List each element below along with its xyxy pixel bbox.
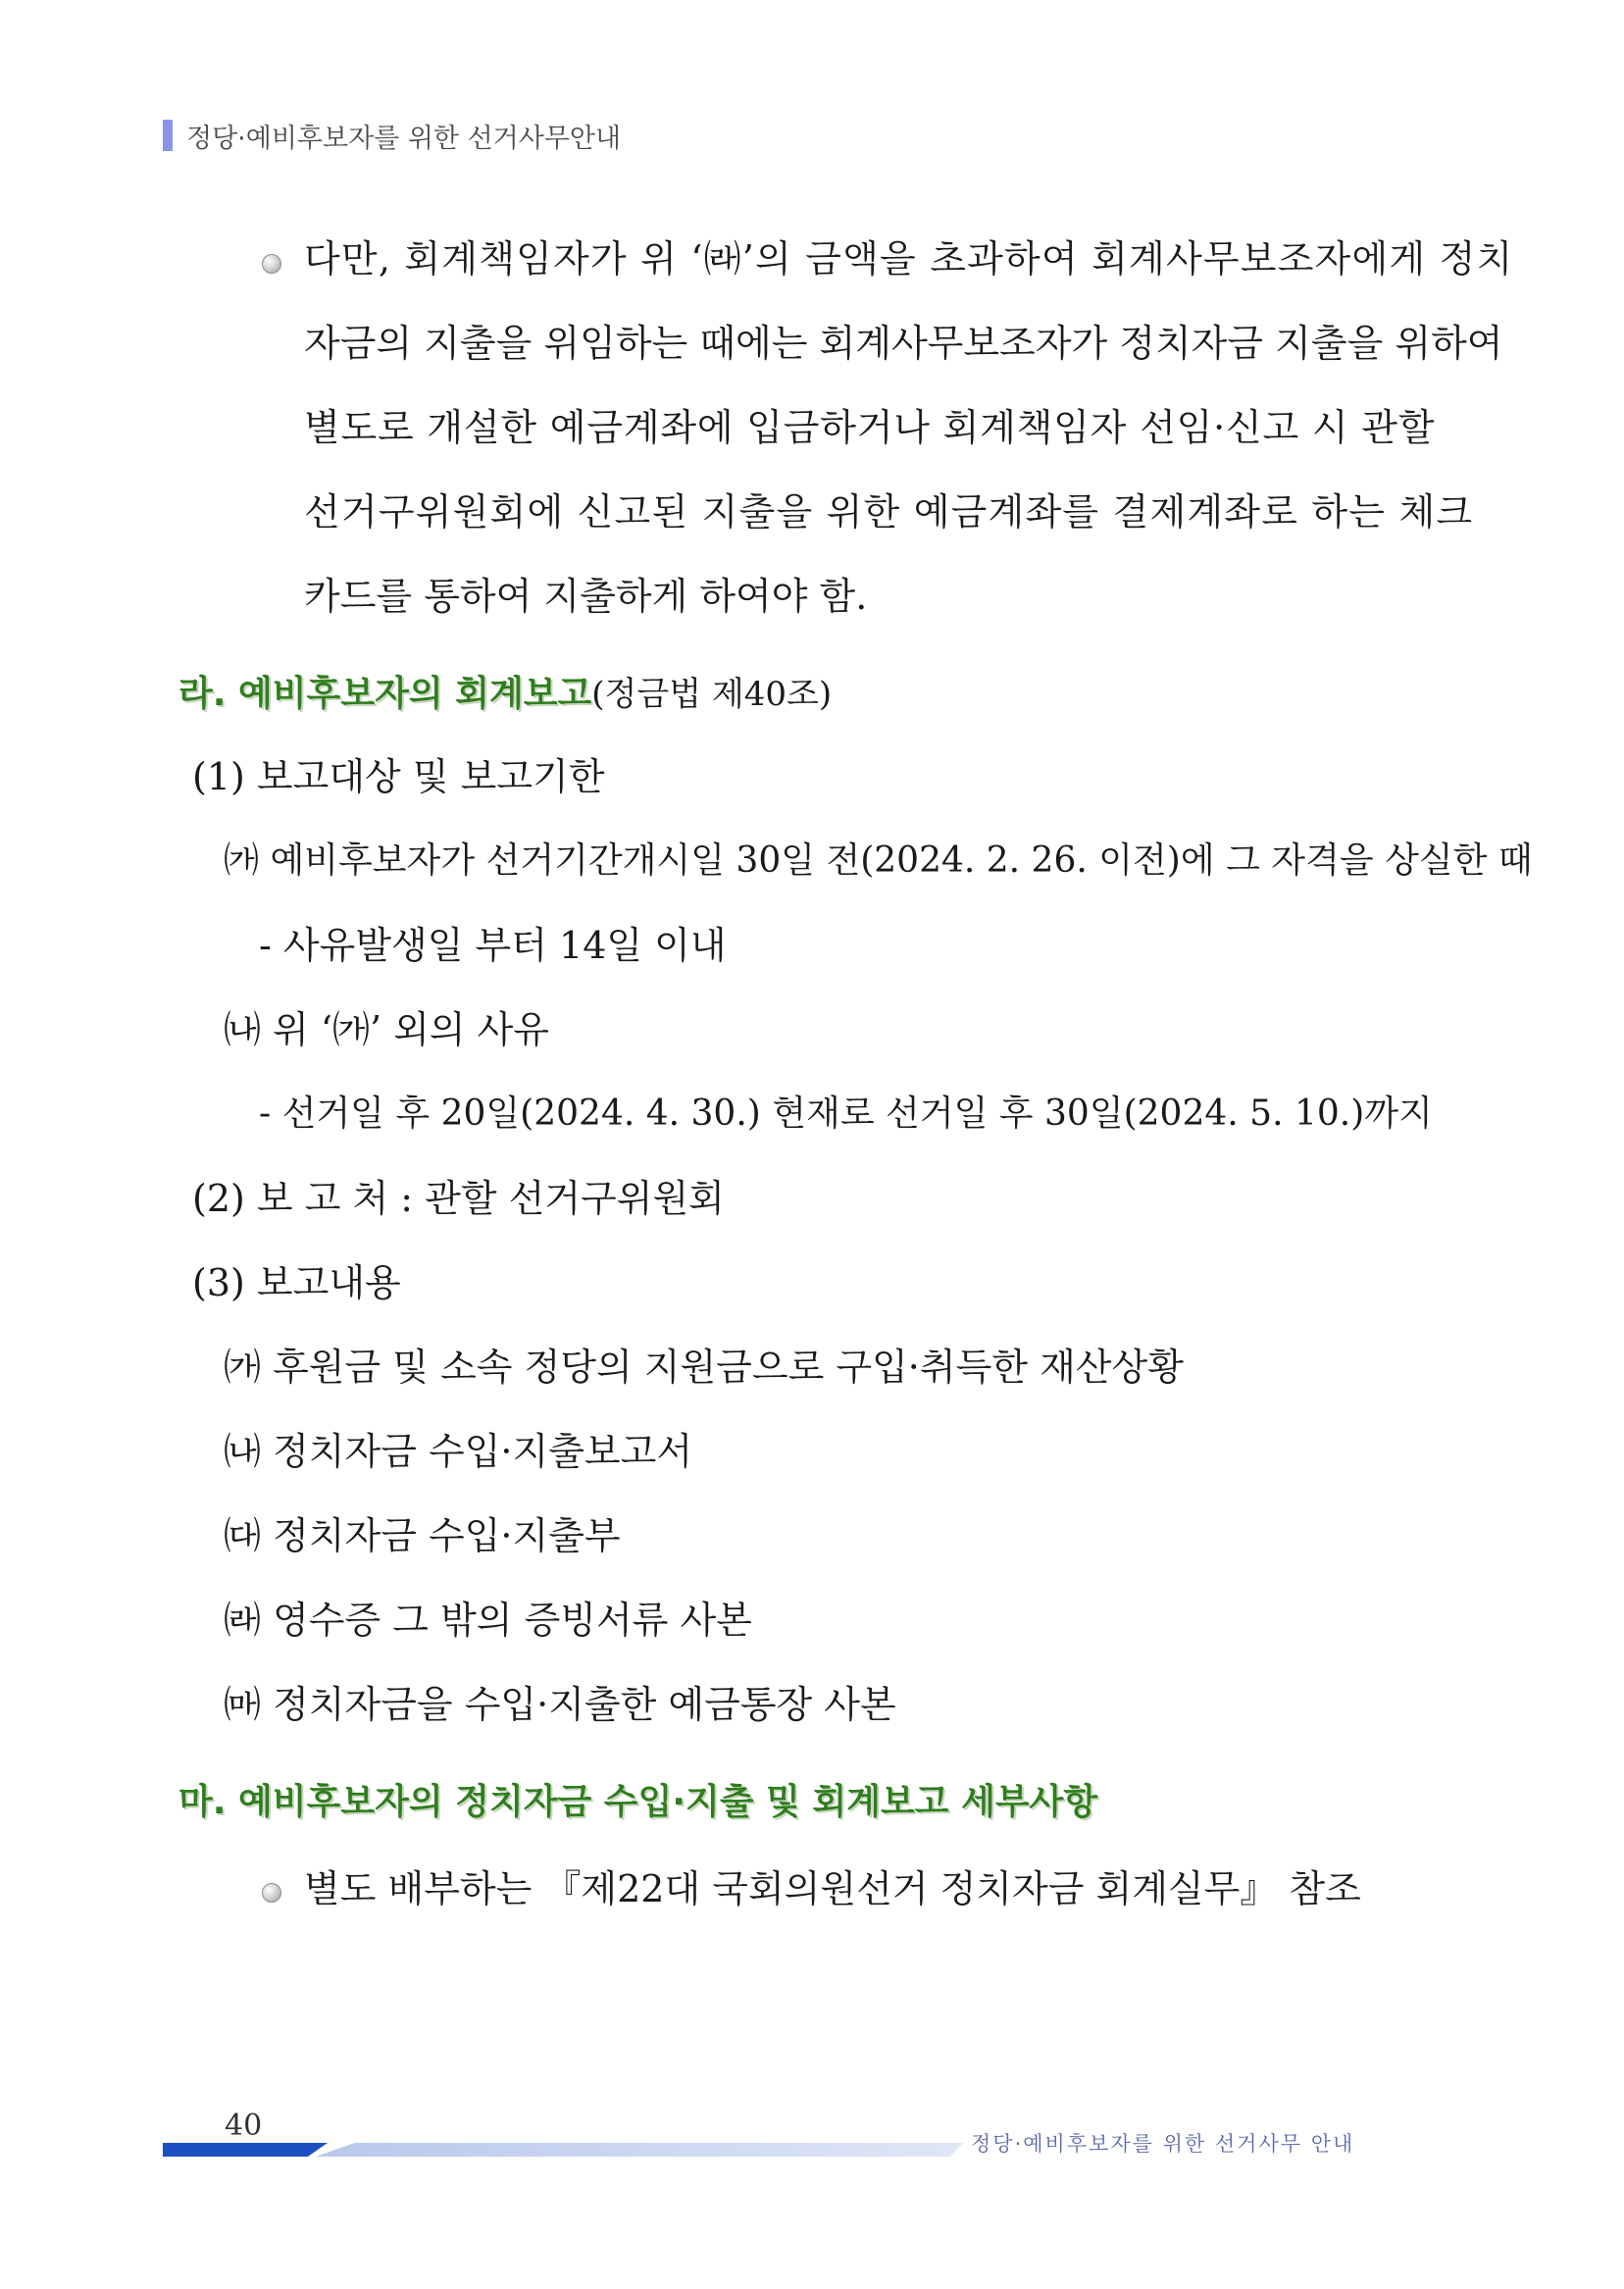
reference-note: 별도 배부하는 『제22대 국회의원선거 정치자금 회계실무』 참조 <box>304 1867 1361 1910</box>
section-heading-ra <box>178 673 832 716</box>
list-item: ㈐ 정치자금 수입·지출부 <box>224 1514 621 1557</box>
section-heading-ra-title: 라. 예비후보자의 회계보고 <box>178 674 592 714</box>
paragraph-line: 다만, 회계책임자가 위 ‘㈑’의 금액을 초과하여 회계사무보조자에게 정치 <box>304 237 1514 280</box>
section-heading-ma: 마. 예비후보자의 정치자금 수입·지출 및 회계보고 세부사항 <box>178 1782 1098 1822</box>
list-item: - 사유발생일 부터 14일 이내 <box>259 924 727 967</box>
list-item: ㈑ 영수증 그 밖의 증빙서류 사본 <box>224 1599 752 1642</box>
section-heading-ra-reference: (정금법 제40조) <box>591 675 833 714</box>
footer-title: 정당·예비후보자를 위한 선거사무 안내 <box>971 2132 1355 2156</box>
header-title: 정당·예비후보자를 위한 선거사무안내 <box>186 123 622 154</box>
list-item: ㈒ 정치자금을 수입·지출한 예금통장 사본 <box>224 1683 896 1726</box>
list-item: (3) 보고내용 <box>192 1261 401 1304</box>
paragraph-line: 별도로 개설한 예금계좌에 입금하거나 회계책임자 선임·신고 시 관할 <box>304 406 1436 449</box>
list-item: ㈎ 예비후보자가 선거기간개시일 30일 전(2024. 2. 26. 이전)에 그 자격을 상실한 때 <box>224 840 1533 881</box>
bullet-icon <box>262 254 281 274</box>
footer-accent-bar <box>163 2143 328 2157</box>
paragraph-line: 자금의 지출을 위임하는 때에는 회계사무보조자가 정치자금 지출을 위하여 <box>304 322 1503 365</box>
list-item: ㈏ 위 ‘㈎’ 외의 사유 <box>224 1008 550 1051</box>
list-item: (2) 보 고 처 : 관할 선거구위원회 <box>192 1177 725 1220</box>
header-accent-bar <box>163 120 173 151</box>
list-item: (1) 보고대상 및 보고기한 <box>192 755 605 798</box>
bullet-icon <box>262 1883 281 1903</box>
list-item: - 선거일 후 20일(2024. 4. 30.) 현재로 선거일 후 30일(2024. 5. 10.)까지 <box>259 1094 1433 1134</box>
paragraph-line: 선거구위원회에 신고된 지출을 위한 예금계좌를 결제계좌로 하는 체크 <box>304 490 1474 534</box>
list-item: ㈏ 정치자금 수입·지출보고서 <box>224 1430 693 1473</box>
page-number: 40 <box>225 2109 263 2143</box>
paragraph-line: 카드를 통하여 지출하게 하여야 함. <box>304 575 868 618</box>
list-item: ㈎ 후원금 및 소속 정당의 지원금으로 구입·취득한 재산상황 <box>224 1346 1184 1389</box>
running-header <box>163 118 621 153</box>
footer-rule <box>316 2143 963 2157</box>
